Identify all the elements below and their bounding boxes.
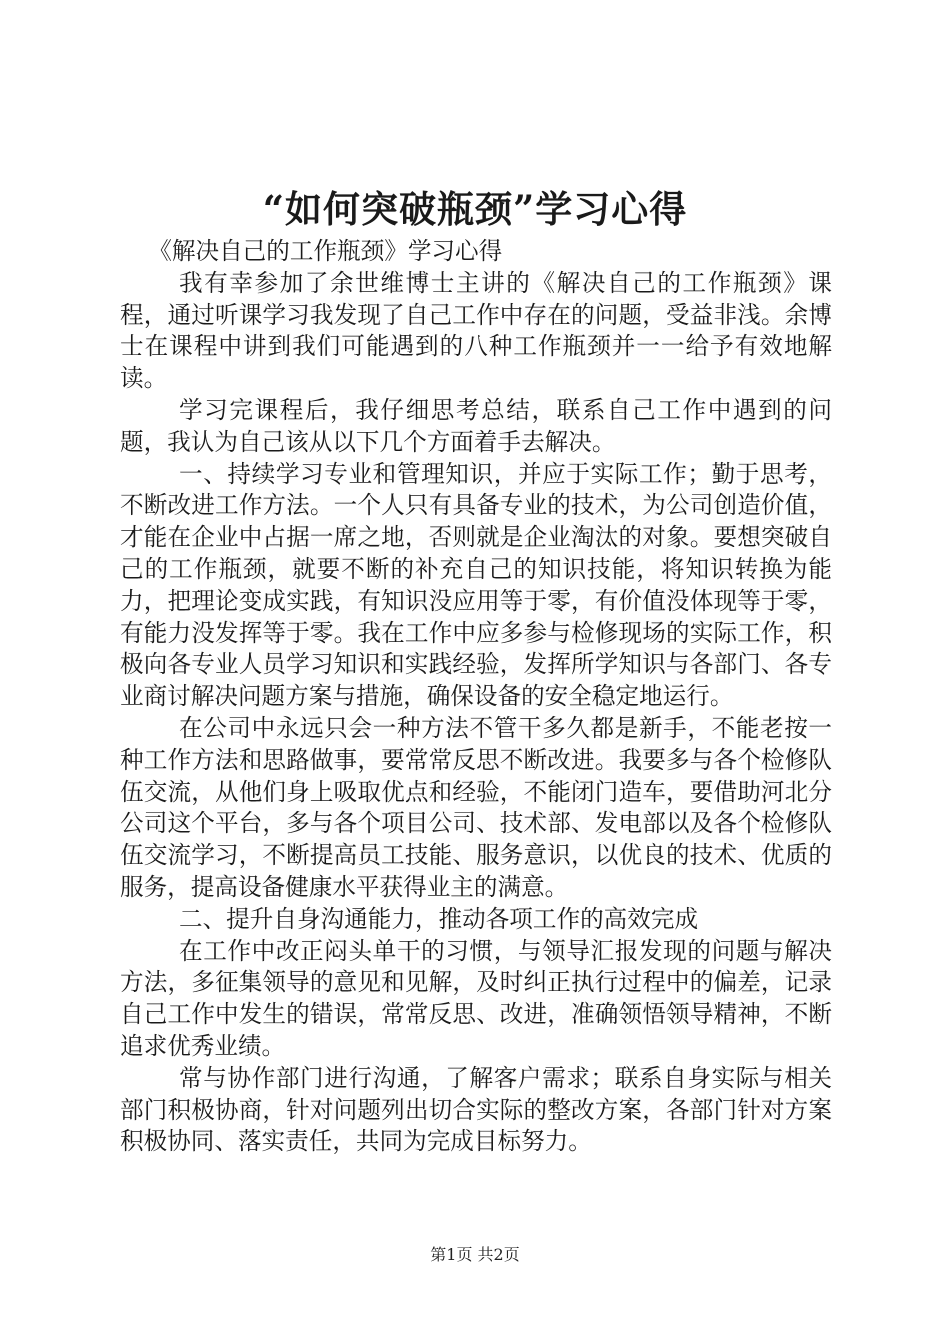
- page-footer: 第1页 共2页: [430, 1245, 520, 1264]
- body-paragraph: 我有幸参加了余世维博士主讲的《解决自己的工作瓶颈》课程，通过听课学习我发现了自己工作中存在的问题，受益非浅。余博士在课程中讲到我们可能遇到的八种工作瓶颈并一一给予有效地解读。: [120, 268, 832, 393]
- body-paragraph: 在公司中永远只会一种方法不管干多久都是新手，不能老按一种工作方法和思路做事，要常常反思不断改进。我要多与各个检修队伍交流，从他们身上吸取优点和经验，不能闭门造车，要借助河北分公司这个平台，多与各个项目公司、技术部、发电部以及各个检修队伍交流学习，不断提高员工技能、服务意识，以优良的技术、优质的服务，提高设备健康水平获得业主的满意。: [120, 713, 832, 901]
- document-body: [120, 236, 832, 1158]
- subtitle-paragraph: 《解决自己的工作瓶颈》学习心得: [148, 237, 503, 265]
- section-one-paragraph: 一、持续学习专业和管理知识，并应于实际工作；勤于思考，不断改进工作方法。一个人只有具备专业的技术，为公司创造价值，才能在企业中占据一席之地，否则就是企业淘汰的对象。要想突破自己的工作瓶颈，就要不断的补充自己的知识技能，将知识转换为能力，把理论变成实践，有知识没应用等于零，有价值没体现等于零，有能力没发挥等于零。我在工作中应多参与检修现场的实际工作，积极向各专业人员学习知识和实践经验，发挥所学知识与各部门、各专业商讨解决问题方案与措施，确保设备的安全稳定地运行。: [120, 459, 832, 711]
- document-title: “如何突破瓶颈”学习心得: [262, 187, 688, 231]
- section-two-heading: 二、提升自身沟通能力，推动各项工作的高效完成: [179, 904, 699, 933]
- body-paragraph: 学习完课程后，我仔细思考总结，联系自己工作中遇到的问题，我认为自己该从以下几个方面着手去解决。: [120, 395, 832, 456]
- body-paragraph: 在工作中改正闷头单干的习惯，与领导汇报发现的问题与解决方法，多征集领导的意见和见解，及时纠正执行过程中的偏差，记录自己工作中发生的错误，常常反思、改进，准确领悟领导精神，不断追求优秀业绩。: [120, 936, 832, 1060]
- body-paragraph: 常与协作部门进行沟通，了解客户需求；联系自身实际与相关部门积极协商，针对问题列出切合实际的整改方案，各部门针对方案积极协同、落实责任，共同为完成目标努力。: [120, 1063, 832, 1156]
